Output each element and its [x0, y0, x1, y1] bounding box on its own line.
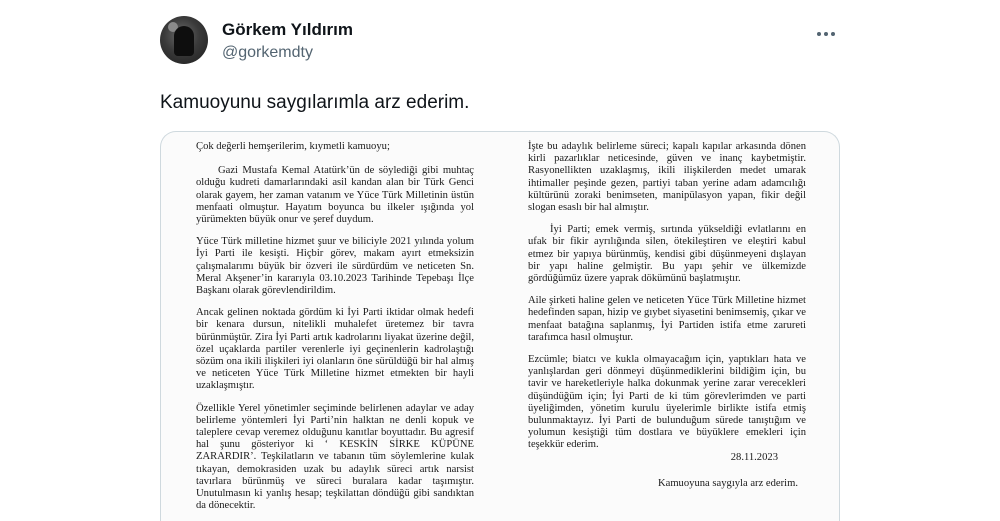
avatar-figure — [174, 26, 194, 56]
tweet-media-image[interactable] — [160, 131, 840, 521]
letter-right-column — [528, 141, 806, 500]
letter-left-column — [196, 141, 474, 521]
more-options-icon[interactable] — [814, 24, 838, 44]
letter-paragraph: İyi Parti; emek vermiş, sırtında yükseldiği evlatlarını en ufak bir fikir ayrılığında silen, ötekileştiren ve eleştiri kabul etmez bir yapıya bürünmüş, kendisi gibi düşünmeyeni dışlayan bir yapı haline gelmiştir. Bu yapı şehir ve ülkemizde gördüğümüz üzere yaprak dökümünü başlatmıştır. — [528, 224, 806, 285]
statement-letter — [161, 132, 840, 521]
more-dot — [824, 32, 828, 36]
author-handle[interactable]: @gorkemdty — [222, 44, 313, 61]
more-dot — [817, 32, 821, 36]
tweet-text: Kamuoyunu saygılarımla arz ederim. — [160, 92, 470, 113]
letter-paragraph: Ancak gelinen noktada gördüm ki İyi Parti iktidar olmak hedefi bir kenara dursun, nitelikli muhalefet üretemez bir tavra bürünmüştür. Zira İyi Parti artık kadrolarını liyakat üzerine değil, özel uçaklarda partiler verenlerle iyi geçinenlerin kadrolaştığı sözüm ona ikili ilişkileri iyi olanların öne sürüldüğü bir hal almış ve neticeten Yüce Türk Milletine hizmet etmekten bir hayli uzaklaşmıştır. — [196, 307, 474, 392]
letter-salutation: Çok değerli hemşerilerim, kıymetli kamuoyu; — [196, 141, 390, 152]
author-display-name[interactable]: Görkem Yıldırım — [222, 20, 354, 39]
letter-paragraph: Ezcümle; biatcı ve kukla olmayacağım için, yaptıkları hata ve yanlışlardan geri dönmeyi düşünmediklerini bildiğim için, bu tavir ve hareketleriyle halka dokunmak yerine zarar verecekleri düşündüğüm için; İyi Parti de ki tüm görevlerimden ve parti üyeliğimden, yönetim kurulu üyelerimle birlikte istifa etmiş bulunmaktayız. İyi Parti de bulunduğum sürede tanıştığım ve yolumun kesiştiği tüm dostlara ve büyüklere emekleri için teşekkür ederim. — [528, 354, 806, 451]
letter-paragraph: Aile şirketi haline gelen ve neticeten Yüce Türk Milletine hizmet hedefinden sapan, hizip ve gıybet siyasetini benimsemiş, çıkar ve menfaat batağına saplanmış, İyi Partiden istifa etme zarureti tarafımca hasıl olmuştur. — [528, 295, 806, 343]
avatar[interactable] — [160, 16, 208, 64]
letter-paragraph: İşte bu adaylık belirleme süreci; kapalı kapılar arkasında dönen kirli pazarlıklar neticesinde, güven ve inanç kaybetmiştir. Rasyonellikten uzaklaşmış, ikili ilişkilerden medet umarak ihtimaller peşinde gezen, partiyi taban yerine adam adamcılığı kültürünü zoraki benimseten, manipülasyon yapan, fikir değil slogan esaslı bir hal almıştır. — [528, 141, 806, 214]
letter-date: 28.11.2023 — [730, 451, 778, 463]
letter-closing: Kamuoyuna saygıyla arz ederim. — [657, 477, 798, 489]
letter-paragraph: Özellikle Yerel yönetimler seçiminde belirlenen adaylar ve aday belirleme yöntemleri İyi Parti’nin halktan ne denli kopuk ve taleplere cevap veremez olduğunu kanıtlar boyuttadır. Bu agresif hal şunu gösteriyor ki ‘ KESKİN SİRKE KÜPÜNE ZARARDIR’. Teşkilatların ve tabanın tüm söylemlerine kulak tıkayan, demokrasiden uzak bu adaylık süreci artık narsist tavırlara bürünmüş ve süreci buralara kadar taşımıştır. Unutulmasın ki yanlış hesap; teşkilattan döndüğü gibi sandıktan da dönecektir. — [196, 402, 474, 512]
letter-paragraph: Gazi Mustafa Kemal Atatürk’ün de söylediği gibi muhtaç olduğu kudreti damarlarındaki asil kandan alan bir Türk Genci olarak gayem, her zaman vatanım ve Yüce Türk Milletinin üstün menfaati olmuştur. Hayatım boyunca bu ilkeler ışığında yol yürümekten büyük onur ve şeref duydum. — [196, 165, 474, 226]
letter-paragraph: Yüce Türk milletine hizmet şuur ve biliciyle 2021 yılında yolum İyi Parti ile kesişti. Hiçbir görev, makam ayırt etmeksizin çalışmalarımı büyük bir özveri ile sürdürdüm ve neticeten Sn. Meral Akşener’in kararıyla 03.10.2023 Tarihinde Tepebaşı İlçe Başkanı olarak görevlendirildim. — [196, 236, 474, 297]
more-dot — [831, 32, 835, 36]
